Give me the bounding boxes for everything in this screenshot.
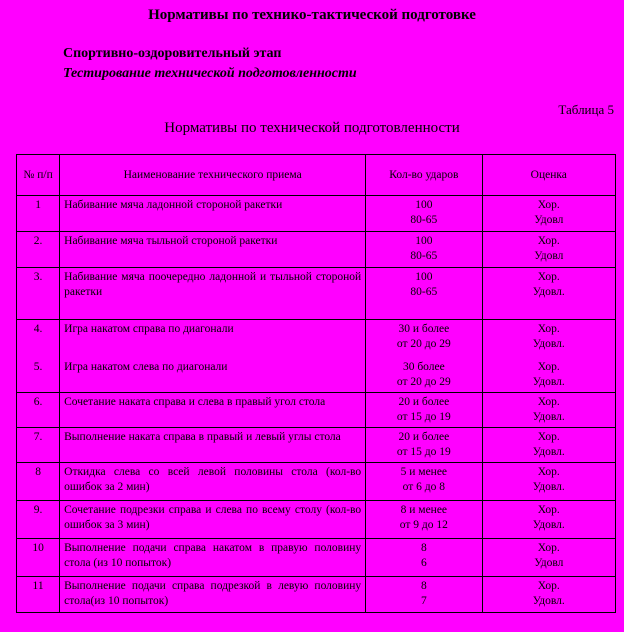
hits-value: 6 <box>420 556 427 569</box>
row-technique-name: Игра накатом слева по диагонали <box>60 358 366 393</box>
grade-value: Удовл <box>534 214 564 226</box>
hits-value: 20 и более <box>398 395 450 408</box>
row-hits <box>366 427 482 462</box>
row-number: 8 <box>17 462 60 500</box>
hits-value: от 9 до 12 <box>399 518 448 531</box>
row-grade <box>482 232 615 268</box>
table-header-row <box>17 155 616 196</box>
row-grade <box>482 268 615 320</box>
grade-value: Удовл. <box>532 445 565 458</box>
hits-value: 100 <box>415 235 433 247</box>
row-technique-name: Набивание мяча поочередно ладонной и тыльной стороной ракетки <box>60 268 366 320</box>
row-grade <box>482 392 615 427</box>
row-grade <box>482 427 615 462</box>
row-hits <box>366 392 482 427</box>
grade-value: Хор. <box>537 235 560 247</box>
page-title: Нормативы по технико-тактической подготовке <box>148 7 476 23</box>
col-header-number: № п/п <box>17 155 60 196</box>
grade-value: Хор. <box>537 579 560 592</box>
grade-value: Удовл <box>534 556 564 569</box>
row-hits <box>366 232 482 268</box>
table-row <box>17 500 616 538</box>
hits-value: 8 <box>420 541 427 554</box>
row-technique-name: Сочетание наката справа и слева в правый угол стола <box>60 392 366 427</box>
hits-value: 30 и более <box>398 323 450 335</box>
grade-value: Хор. <box>537 465 560 478</box>
hits-value: 80-65 <box>410 214 438 226</box>
row-technique-name: Набивание мяча тыльной стороной ракетки <box>60 232 366 268</box>
table-row <box>17 268 616 320</box>
hits-value: 80-65 <box>410 250 438 262</box>
row-technique-name: Выполнение наката справа в правый и левый углы стола <box>60 427 366 462</box>
row-hits <box>366 576 482 612</box>
table-row <box>17 358 616 393</box>
row-grade <box>482 462 615 500</box>
stage-heading: Спортивно-оздоровительный этап <box>63 46 282 61</box>
grade-value: Хор. <box>537 271 560 283</box>
row-hits <box>366 268 482 320</box>
table-row <box>17 196 616 232</box>
table-row <box>17 427 616 462</box>
grade-value: Удовл. <box>532 518 565 531</box>
row-hits <box>366 196 482 232</box>
hits-value: от 15 до 19 <box>396 410 451 423</box>
row-technique-name: Выполнение подачи справа накатом в правую половину стола (из 10 попыток) <box>60 538 366 576</box>
row-number: 5. <box>17 358 60 393</box>
grade-value: Хор. <box>537 395 560 408</box>
row-technique-name: Игра накатом справа по диагонали <box>60 320 366 358</box>
row-number: 3. <box>17 268 60 320</box>
grade-value: Хор. <box>537 199 560 211</box>
grade-value: Хор. <box>537 360 560 373</box>
norms-table <box>16 154 616 613</box>
grade-value: Хор. <box>537 430 560 443</box>
row-technique-name: Сочетание подрезки справа и слева по всему столу (кол-во ошибок за 3 мин) <box>60 500 366 538</box>
table-row <box>17 462 616 500</box>
table-body <box>17 196 616 613</box>
row-hits <box>366 462 482 500</box>
row-number: 4. <box>17 320 60 358</box>
table-row <box>17 232 616 268</box>
grade-value: Хор. <box>537 323 560 335</box>
row-number: 1 <box>17 196 60 232</box>
col-header-grade: Оценка <box>482 155 615 196</box>
table-title: Нормативы по технической подготовленности <box>164 120 460 136</box>
hits-value: 8 и менее <box>400 503 448 516</box>
hits-value: от 6 до 8 <box>402 480 446 493</box>
row-number: 6. <box>17 392 60 427</box>
hits-value: 8 <box>420 579 427 592</box>
row-number: 11 <box>17 576 60 612</box>
row-grade <box>482 538 615 576</box>
row-technique-name: Набивание мяча ладонной стороной ракетки <box>60 196 366 232</box>
hits-value: от 20 до 29 <box>396 375 451 388</box>
table-row <box>17 320 616 358</box>
grade-value: Удовл. <box>532 286 565 298</box>
grade-value: Удовл. <box>532 594 565 607</box>
row-hits <box>366 538 482 576</box>
table-row <box>17 576 616 612</box>
row-grade <box>482 576 615 612</box>
table-number: Таблица 5 <box>558 102 614 117</box>
row-hits <box>366 500 482 538</box>
hits-value: 7 <box>420 594 427 607</box>
row-number: 2. <box>17 232 60 268</box>
grade-value: Удовл. <box>532 338 565 350</box>
hits-value: 20 и более <box>398 430 450 443</box>
col-header-name: Наименование технического приема <box>60 155 366 196</box>
row-number: 10 <box>17 538 60 576</box>
table-row <box>17 392 616 427</box>
col-header-hits: Кол-во ударов <box>366 155 482 196</box>
hits-value: от 20 до 29 <box>396 338 451 350</box>
row-technique-name: Откидка слева со всей левой половины стола (кол-во ошибок за 2 мин) <box>60 462 366 500</box>
hits-value: 80-65 <box>410 286 438 298</box>
grade-value: Хор. <box>537 503 560 516</box>
row-grade <box>482 358 615 393</box>
row-number: 7. <box>17 427 60 462</box>
table-row <box>17 538 616 576</box>
row-grade <box>482 196 615 232</box>
hits-value: 100 <box>415 271 433 283</box>
row-grade <box>482 500 615 538</box>
grade-value: Удовл <box>534 250 564 262</box>
grade-value: Удовл. <box>532 480 565 493</box>
grade-value: Удовл. <box>532 375 565 388</box>
section-subtitle: Тестирование технической подготовленности <box>63 66 357 81</box>
row-hits <box>366 358 482 393</box>
grade-value: Хор. <box>537 541 560 554</box>
grade-value: Удовл. <box>532 410 565 423</box>
hits-value: 30 более <box>402 360 445 373</box>
hits-value: 100 <box>415 199 433 211</box>
row-technique-name: Выполнение подачи справа подрезкой в левую половину стола(из 10 попыток) <box>60 576 366 612</box>
hits-value: от 15 до 19 <box>396 445 451 458</box>
row-grade <box>482 320 615 358</box>
row-hits <box>366 320 482 358</box>
row-number: 9. <box>17 500 60 538</box>
hits-value: 5 и менее <box>400 465 448 478</box>
